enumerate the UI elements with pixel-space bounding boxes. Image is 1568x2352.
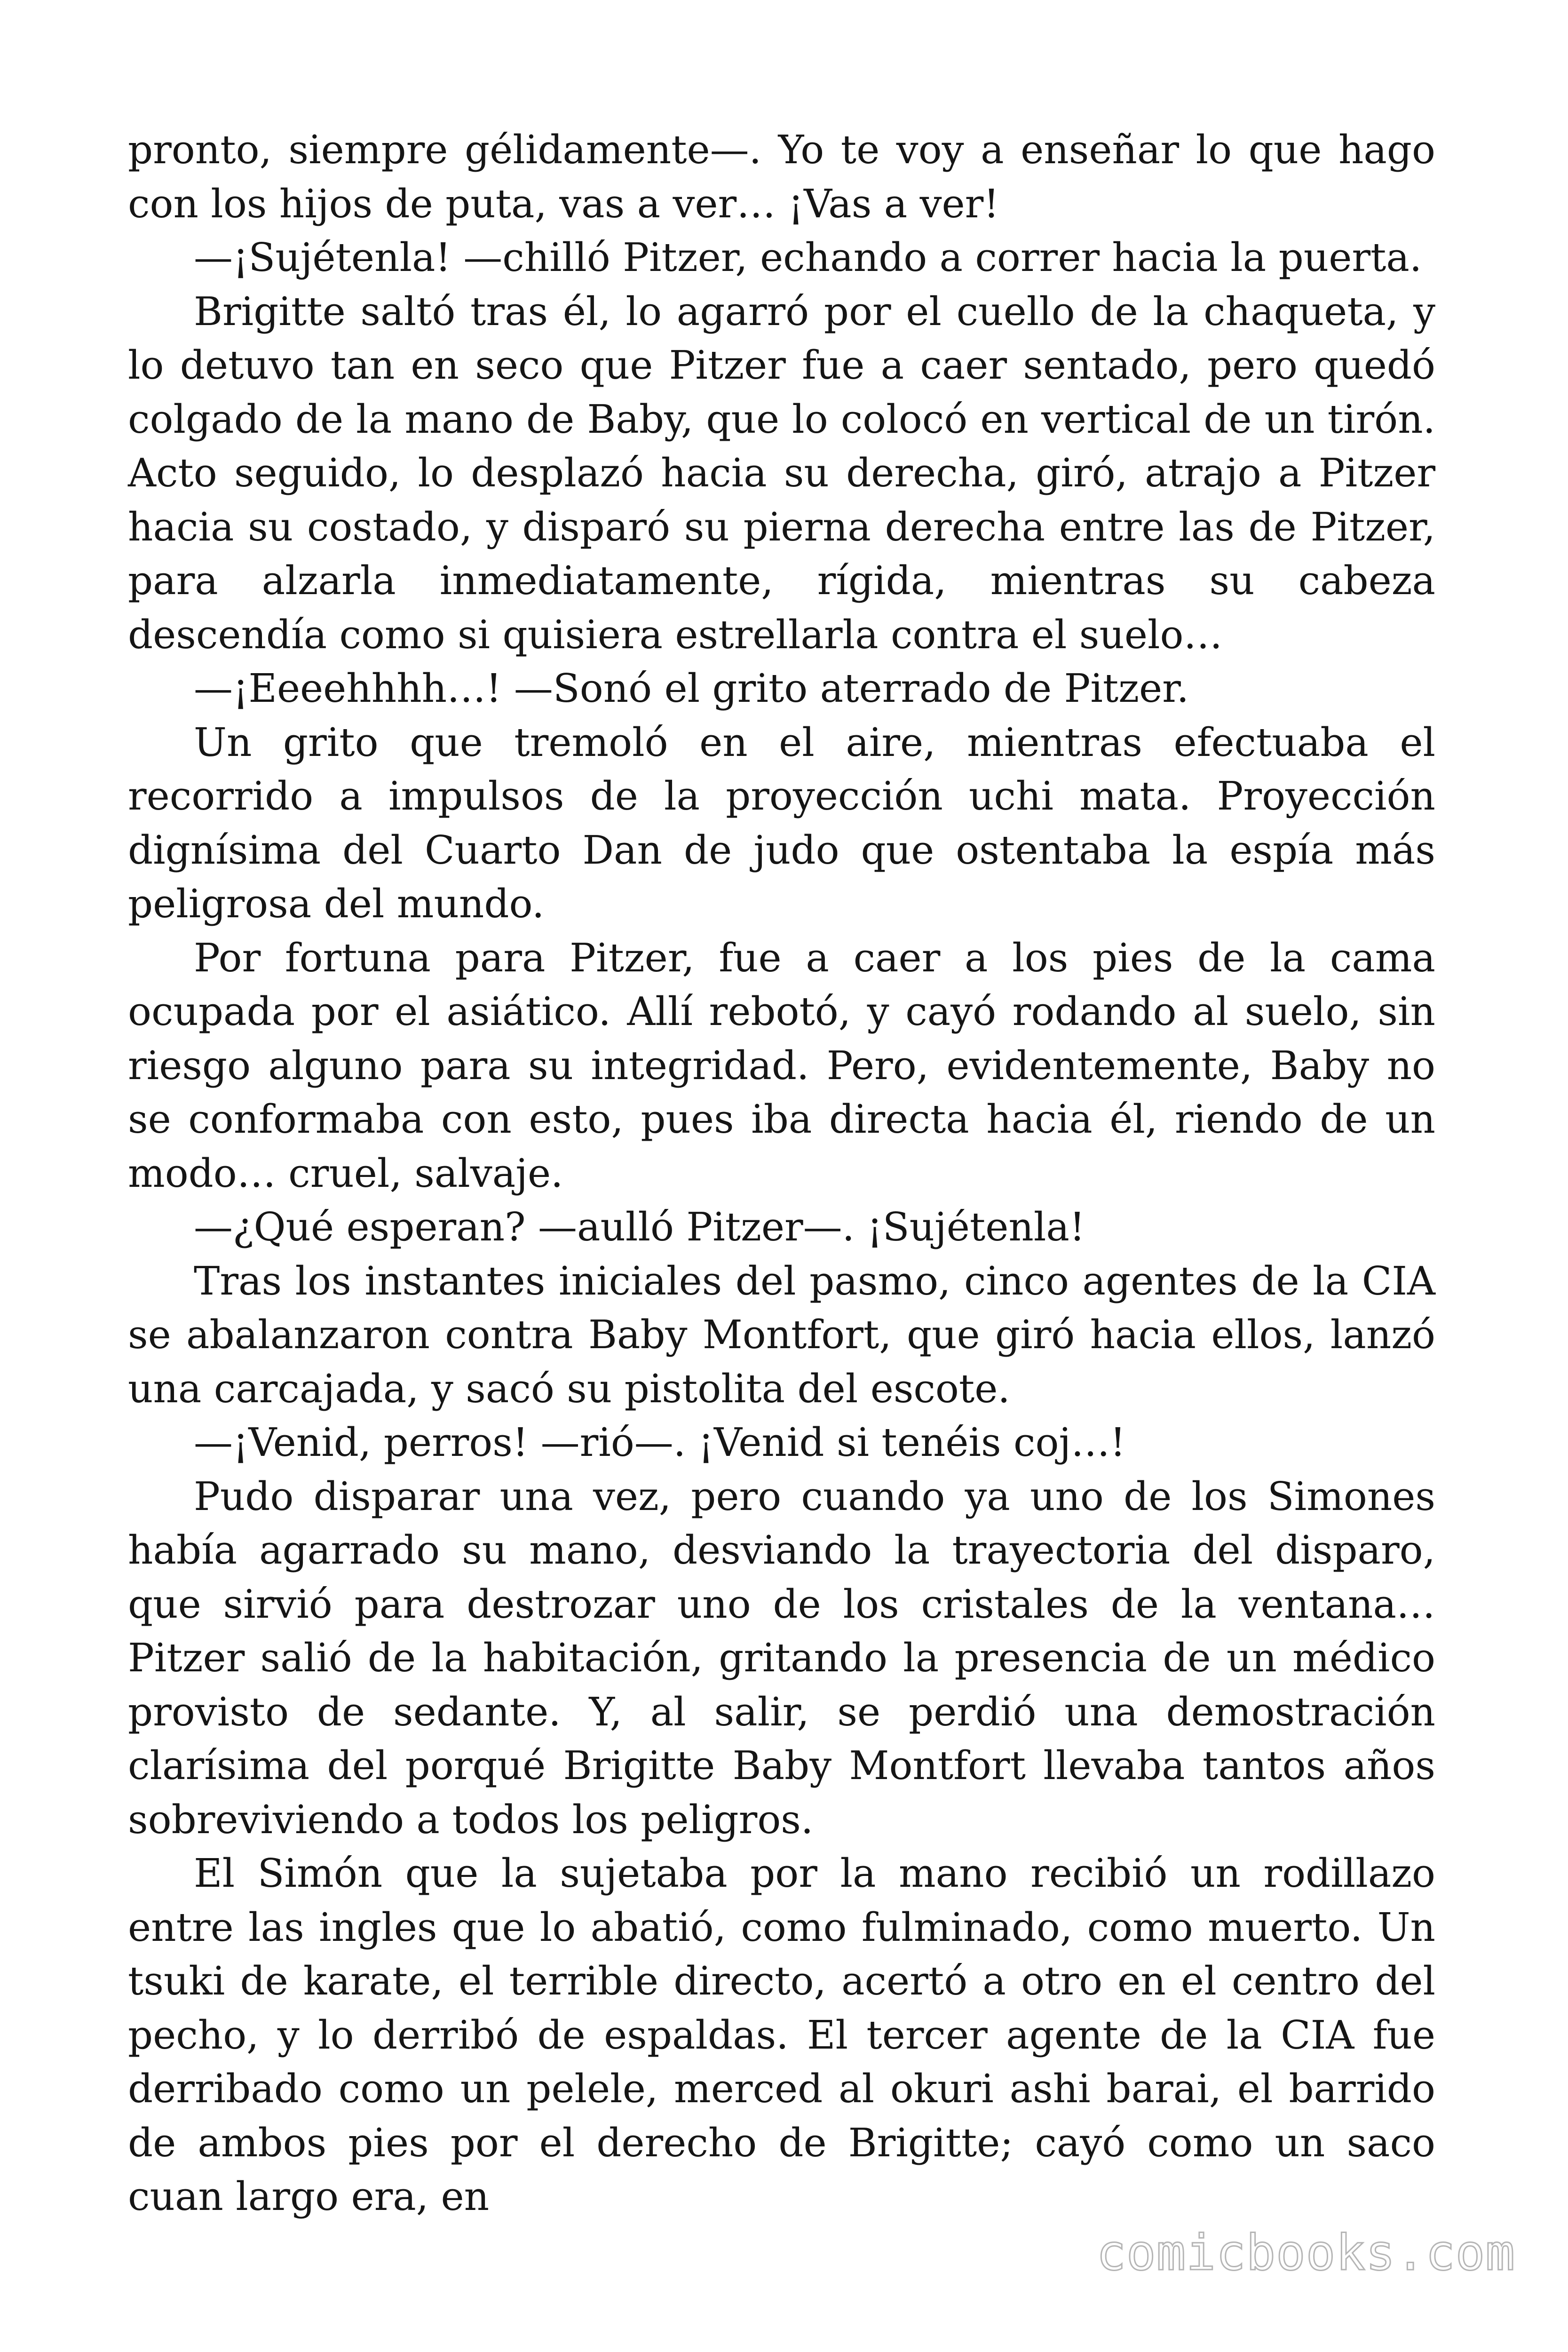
paragraph: Pudo disparar una vez, pero cuando ya uno de los Simones había agarrado su mano, desviando la trayectoria del disparo, que sirvió para destrozar uno de los cristales de la ventana… Pitzer salió de la habitación, gritando la presencia de un médico provisto de sedante. Y, al salir, se perdió una demostración clarísima del porqué Brigitte Baby Montfort llevaba tantos años sobreviviendo a todos los peligros.	[128, 1473, 1435, 1843]
paragraph: —¡Eeeehhhh…! —Sonó el grito aterrado de Pitzer.	[194, 666, 1189, 711]
paragraph: El Simón que la sujetaba por la mano recibió un rodillazo entre las ingles que lo abatió, como fulminado, como muerto. Un tsuki de karate, el terrible directo, acertó a otro en el centro del pecho, y lo derribó de espaldas. El tercer agente de la CIA fue derribado como un pelele, merced al okuri ashi barai, el barrido de ambos pies por el derecho de Brigitte; cayó como un saco cuan largo era, en	[128, 1851, 1435, 2219]
paragraph: —¡Venid, perros! —rió—. ¡Venid si tenéis coj…!	[194, 1420, 1126, 1465]
paragraph: —¿Qué esperan? —aulló Pitzer—. ¡Sujétenla!	[194, 1204, 1085, 1250]
page-body-text	[128, 123, 1435, 2224]
paragraph: Por fortuna para Pitzer, fue a caer a los pies de la cama ocupada por el asiático. Allí rebotó, y cayó rodando al suelo, sin riesgo alguno para su integridad. Pero, evidentemente, Baby no se conformaba con esto, pues iba directa hacia él, riendo de un modo… cruel, salvaje.	[128, 935, 1435, 1196]
paragraph: Tras los instantes iniciales del pasmo, cinco agentes de la CIA se abalanzaron contra Baby Montfort, que giró hacia ellos, lanzó una carcajada, y sacó su pistolita del escote.	[128, 1258, 1435, 1412]
paragraph: Brigitte saltó tras él, lo agarró por el cuello de la chaqueta, y lo detuvo tan en seco que Pitzer fue a caer sentado, pero quedó colgado de la mano de Baby, que lo colocó en vertical de un tirón. Acto seguido, lo desplazó hacia su derecha, giró, atrajo a Pitzer hacia su costado, y disparó su pierna derecha entre las de Pitzer, para alzarla inmediatamente, rígida, mientras su cabeza descendía como si quisiera estrellarla contra el suelo…	[128, 288, 1435, 658]
paragraph: Un grito que tremoló en el aire, mientras efectuaba el recorrido a impulsos de la proyección uchi mata. Proyección dignísima del Cuarto Dan de judo que ostentaba la espía más peligrosa del mundo.	[128, 719, 1435, 927]
paragraph: pronto, siempre gélidamente—. Yo te voy a enseñar lo que hago con los hijos de puta, vas a ver… ¡Vas a ver!	[128, 127, 1435, 227]
watermark: comicbooks.com	[1096, 2224, 1515, 2281]
paragraph: —¡Sujétenla! —chilló Pitzer, echando a correr hacia la puerta.	[194, 235, 1422, 280]
